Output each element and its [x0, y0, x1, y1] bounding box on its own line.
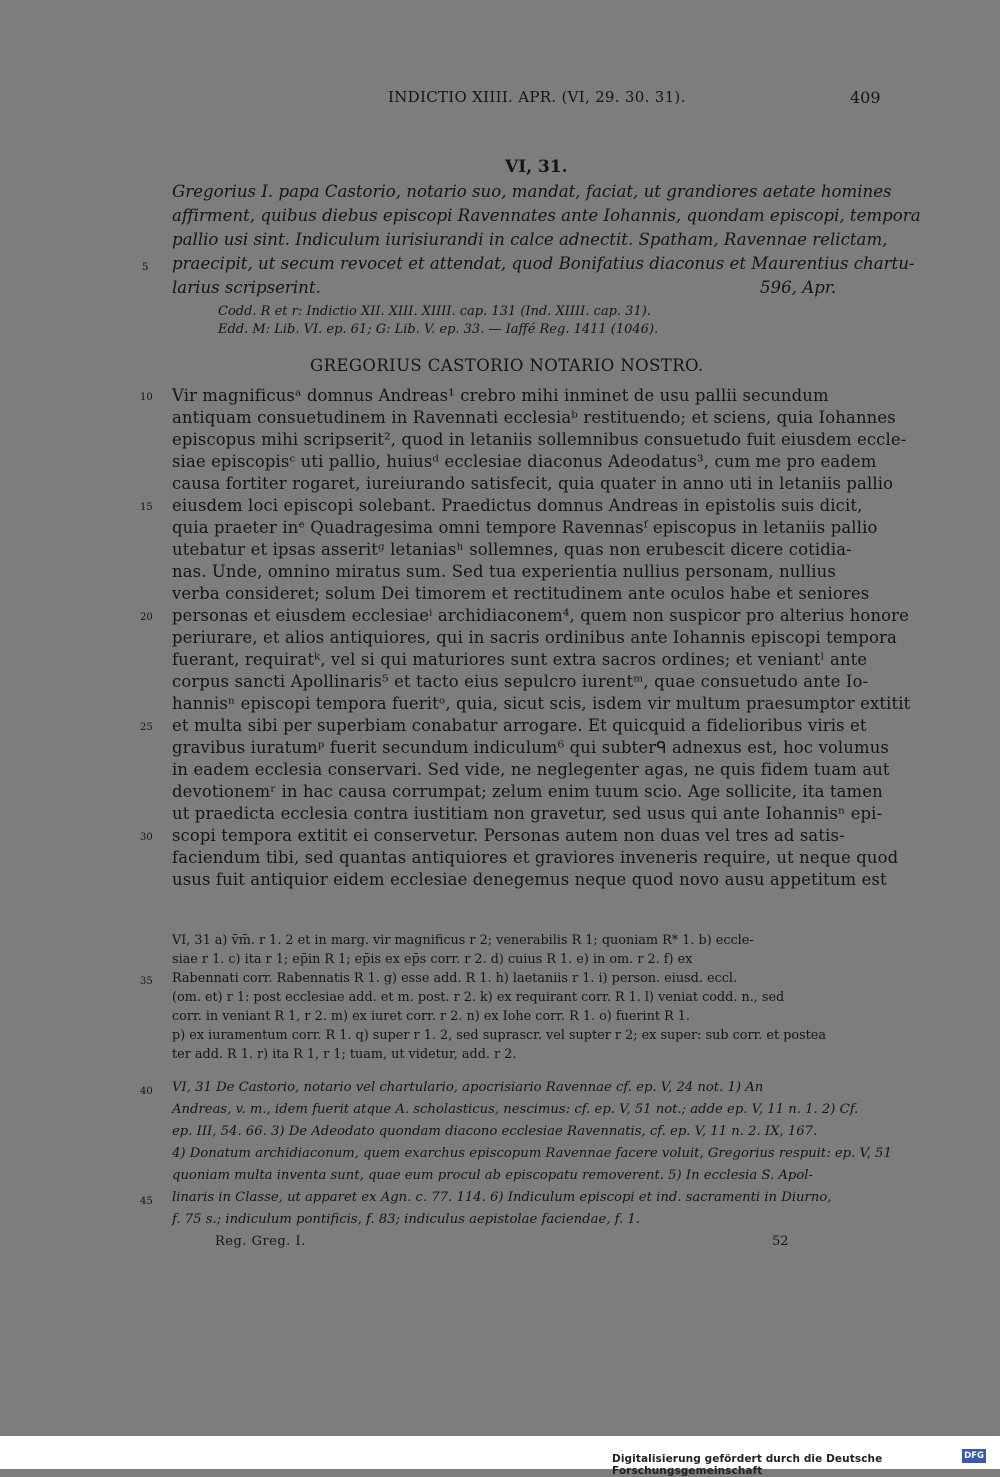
- apparatus-line: p) ex iuramentum corr. R 1. q) super r 1. 2, sed suprascr. vel supter r 2; ex super: sub corr. et postea: [172, 1028, 827, 1043]
- line-number: 45: [140, 1196, 153, 1207]
- body-line: usus fuit antiquior eidem ecclesiae denegemus neque quod novo ausu appetitum est: [172, 870, 887, 889]
- apparatus-line: VI, 31 a) v̄m̄. r 1. 2 et in marg. vir magnificus r 2; venerabilis R 1; quoniam R* 1. b) eccle-: [172, 933, 754, 948]
- body-line: causa fortiter rogaret, iureiurando satisfecit, quia quater in anno uti in letaniis pallio: [172, 474, 894, 493]
- funding-notice: Digitalisierung gefördert durch die Deutsche Forschungsgemeinschaft: [612, 1453, 883, 1477]
- line-number: 35: [140, 976, 153, 987]
- body-line: fuerant, requiratᵏ, vel si qui maturiores sunt extra sacros ordines; et veniantˡ ante: [172, 650, 868, 669]
- body-line: utebatur et ipsas asseritᵍ letaniasʰ sollemnes, quas non erubescit dicere cotidia-: [172, 540, 852, 559]
- commentary-line: linaris in Classe, ut apparet ex Agn. c. 77. 114. 6) Indiculum episcopi et ind. sacramenti in Diurno,: [172, 1190, 832, 1205]
- apparatus-line: corr. in veniant R 1, r 2. m) ex iuret corr. r 2. n) ex Iohe corr. R 1. o) fuerint R 1.: [172, 1009, 690, 1024]
- apparatus-line: ter add. R 1. r) ita R 1, r 1; tuam, ut videtur, add. r 2.: [172, 1047, 517, 1062]
- body-line: quia praeter inᵉ Quadragesima omni tempore Ravennasᶠ episcopus in letaniis pallio: [172, 518, 878, 537]
- apparatus-line: (om. et) r 1: post ecclesiae add. et m. post. r 2. k) ex requirant corr. R 1. l) veniat codd. n., sed: [172, 990, 785, 1005]
- commentary-line: VI, 31 De Castorio, notario vel chartulario, apocrisiario Ravennae cf. ep. V, 24 not. 1) An: [172, 1080, 764, 1095]
- body-line: gravibus iuratumᵖ fuerit secundum indiculum⁶ qui subterᑫ adnexus est, hoc volumus: [172, 738, 889, 757]
- body-line: periurare, et alios antiquiores, qui in sacris ordinibus ante Iohannis episcopi tempora: [172, 628, 897, 647]
- line-number: 40: [140, 1086, 153, 1097]
- body-line: hannisⁿ episcopi tempora fueritᵒ, quia, sicut scis, isdem vir multum praesumptor extitit: [172, 694, 911, 713]
- page-number: 409: [850, 88, 881, 107]
- body-line: Vir magnificusᵃ domnus Andreas¹ crebro mihi inminet de usu pallii secundum: [172, 386, 829, 405]
- dfg-logo[interactable]: DFG: [962, 1449, 986, 1463]
- body-line: personas et eiusdem ecclesiaeⁱ archidiaconem⁴, quem non suspicor pro alterius honore: [172, 606, 910, 625]
- line-number: 20: [140, 612, 153, 623]
- codices-line: Codd. R et r: Indictio XII. XIII. XIIII. cap. 131 (Ind. XIIII. cap. 31).: [218, 304, 651, 319]
- body-line: verba consideret; solum Dei timorem et rectitudinem ante oculos habe et seniores: [172, 584, 870, 603]
- line-number: 30: [140, 832, 153, 843]
- body-line: nas. Unde, omnino miratus sum. Sed tua experientia nullius personam, nullius: [172, 562, 836, 581]
- summary-line: affirment, quibus diebus episcopi Ravennates ante Iohannis, quondam episcopi, tempora: [172, 206, 921, 225]
- body-line: et multa sibi per superbiam conabatur arrogare. Et quicquid a fidelioribus viris et: [172, 716, 867, 735]
- running-head: INDICTIO XIIII. APR. (VI, 29. 30. 31).: [388, 88, 686, 106]
- summary-line: pallio usi sint. Indiculum iurisiurandi in calce adnectit. Spatham, Ravennae relictam,: [172, 230, 888, 249]
- summary-line: praecipit, ut secum revocet et attendat, quod Bonifatius diaconus et Maurentius chartu-: [172, 254, 915, 273]
- body-line: antiquam consuetudinem in Ravennati ecclesiaᵇ restituendo; et sciens, quia Iohannes: [172, 408, 896, 427]
- summary-line: Gregorius I. papa Castorio, notario suo, mandat, faciat, ut grandiores aetate homines: [172, 182, 892, 201]
- body-line: faciendum tibi, sed quantas antiquiores et graviores inveneris require, ut neque quod: [172, 848, 899, 867]
- line-number: 25: [140, 722, 153, 733]
- commentary-line: 4) Donatum archidiaconum, quem exarchus episcopum Ravennae facere voluit, Gregorius respuit: ep. V, 51: [172, 1146, 892, 1161]
- commentary-line: ep. III, 54. 66. 3) De Adeodato quondam diacono ecclesiae Ravennatis, cf. ep. V, 11 n. 2. IX, 167.: [172, 1124, 818, 1139]
- letter-address: GREGORIUS CASTORIO NOTARIO NOSTRO.: [310, 356, 704, 375]
- commentary-line: f. 75 s.; indiculum pontificis, f. 83; indiculus aepistolae faciendae, f. 1.: [172, 1212, 641, 1227]
- signature-number: 52: [772, 1234, 789, 1249]
- body-line: siae episcopisᶜ uti pallio, huiusᵈ ecclesiae diaconus Adeodatus³, cum me pro eadem: [172, 452, 877, 471]
- line-number: 15: [140, 502, 153, 513]
- apparatus-line: Rabennati corr. Rabennatis R 1. g) esse add. R 1. h) laetaniis r 1. i) person. eiusd. eccl.: [172, 971, 738, 986]
- body-line: ut praedicta ecclesia contra iustitiam non gravetur, sed usus qui ante Iohannisⁿ epi-: [172, 804, 883, 823]
- body-line: eiusdem loci episcopi solebant. Praedictus domnus Andreas in epistolis suis dicit,: [172, 496, 863, 515]
- body-line: episcopus mihi scripserit², quod in letaniis sollemnibus consuetudo fuit eiusdem eccle-: [172, 430, 907, 449]
- commentary-line: Andreas, v. m., idem fuerit atque A. scholasticus, nescimus: cf. ep. V, 51 not.; adde ep. V, 11 n. 1. 2) Cf.: [172, 1102, 859, 1117]
- summary-line: larius scripserint.: [172, 278, 321, 297]
- body-line: corpus sancti Apollinaris⁵ et tacto eius sepulcro iurentᵐ, quae consuetudo ante Io-: [172, 672, 869, 691]
- line-number: 10: [140, 392, 153, 403]
- signature-mark: Reg. Greg. I.: [215, 1234, 306, 1249]
- commentary-line: quoniam multa inventa sunt, quae eum procul ab episcopatu removerent. 5) In ecclesia S. Apol-: [172, 1168, 813, 1183]
- line-number: 5: [142, 262, 149, 273]
- letter-number: VI, 31.: [505, 157, 568, 177]
- letter-date: 596, Apr.: [760, 278, 837, 297]
- body-line: devotionemʳ in hac causa corrumpat; zelum enim tuum scio. Age sollicite, ita tamen: [172, 782, 883, 801]
- editions-line: Edd. M: Lib. VI. ep. 61; G: Lib. V. ep. 33. — Iaffé Reg. 1411 (1046).: [218, 322, 659, 337]
- apparatus-line: siae r 1. c) ita r 1; ep̄in R 1; ep̄is ex ep̄s corr. r 2. d) cuius R 1. e) in om. r 2. f) ex: [172, 952, 693, 967]
- body-line: scopi tempora extitit ei conservetur. Personas autem non duas vel tres ad satis-: [172, 826, 845, 845]
- body-line: in eadem ecclesia conservari. Sed vide, ne neglegenter agas, ne quis fidem tuam aut: [172, 760, 890, 779]
